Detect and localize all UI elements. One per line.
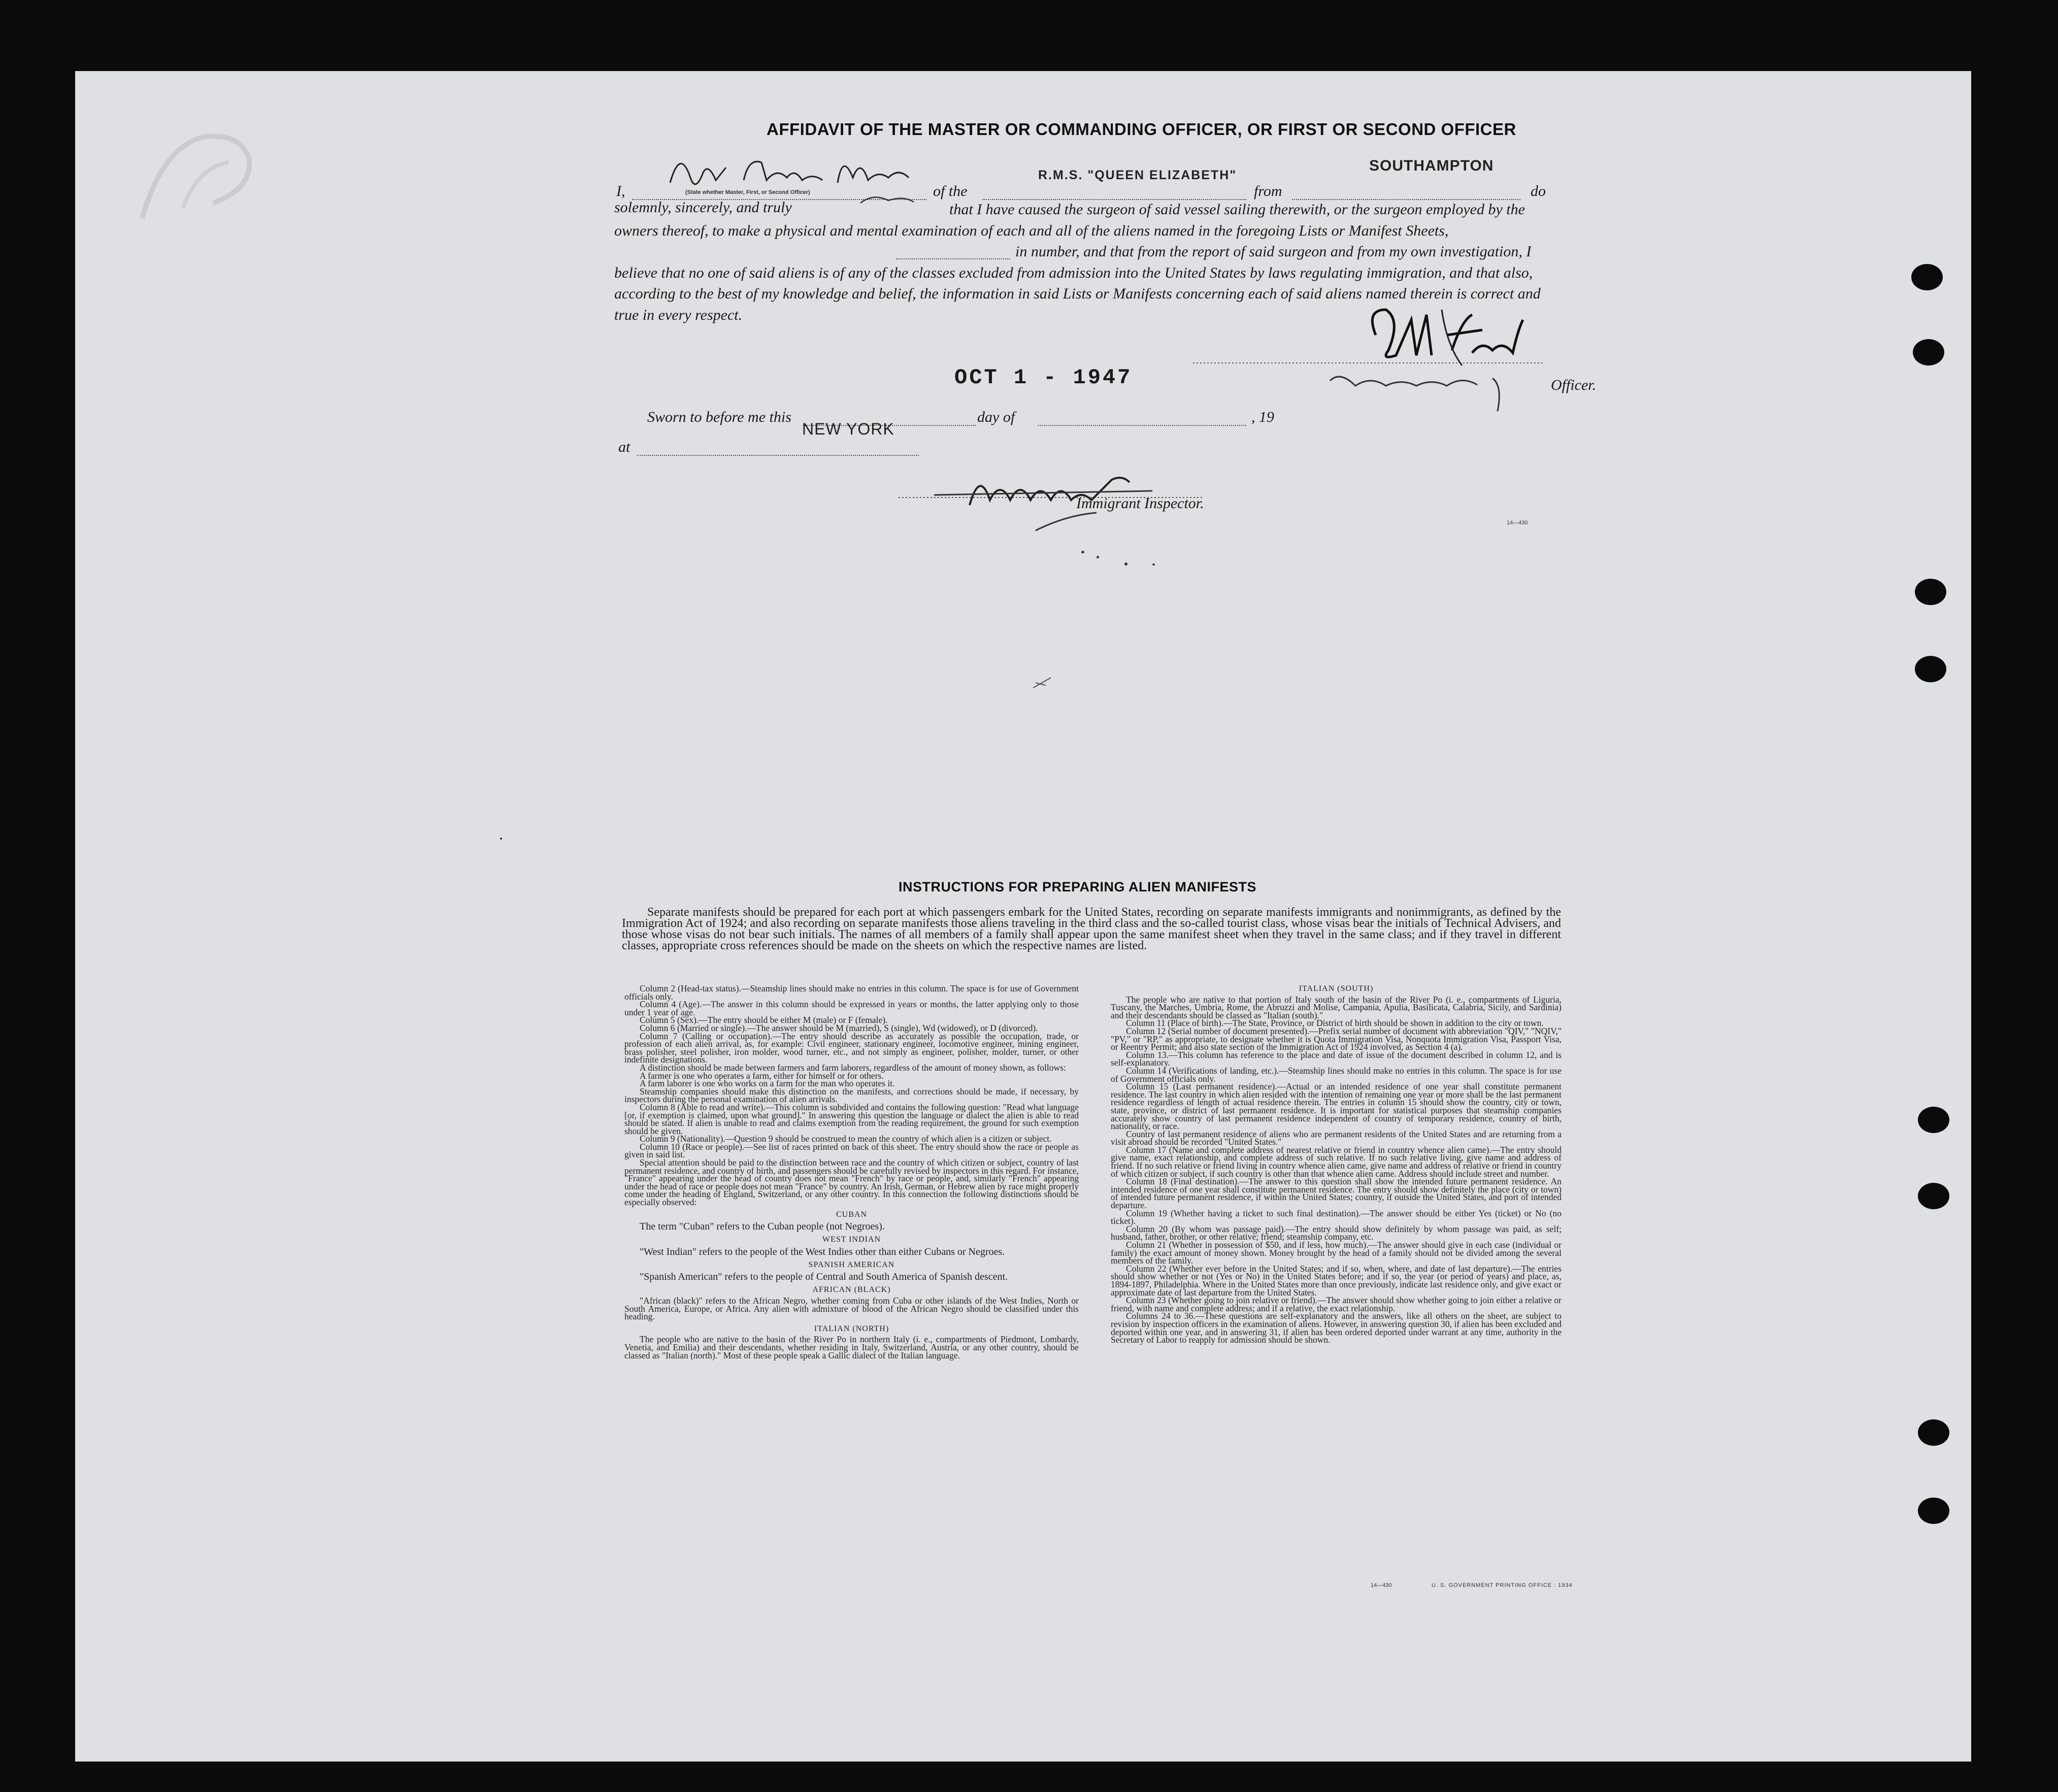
left-para: Column 8 (Able to read and write).—This column is subdivided and contains the following question: "Read what language [or, if exemption is claimed, upon what ground]." In answering this question the language or dialect the alien is able to read should be stated. If alien is unable to read and claims exemption from the reading requirement, the ground for such exemption should be given. [624,1102,1079,1136]
affidavit-do: do [1531,183,1546,200]
left-para: A distinction should be made between farmers and farm laborers, regardless of the amount of money shown, as follows: [640,1062,1066,1073]
at-label: at [618,439,630,455]
left-para: Column 7 (Calling or occupation).—The entry should describe as accurately as possible the occupation, trade, or profession of each alien arrival, as, for example: Civil engineer, stationary engineer, locomotive engineer, mining engineer, brass polisher, steel polisher, iron molder, wood turner, etc., and not simply as engineer, polisher, molder, turner, or other indefinite designations. [624,1031,1079,1065]
punch-hole [1918,1107,1949,1133]
left-para: A farm laborer is one who works on a farm for the man who operates it. [640,1078,895,1089]
right-para: Column 22 (Whether ever before in the United States; and if so, when, where, and date of last departure).—The entries should show whether or not (Yes or No) in the United States before; and if so, the year (or period of years) and place, as, 1894-1897, Philadelphia. Where in the United States more than once previously, indicate last residence only, and give exact or approximate date of last departure from the United States. [1111,1263,1562,1298]
right-para: Column 14 (Verifications of landing, etc.).—Steamship lines should make no entries in this column. The space is for use of Government officials only. [1111,1065,1562,1084]
affidavit-body-1: that I have caused the surgeon of said vessel sailing therewith, or the surgeon employed by the owners thereof, to make a physical and mental examination of each and all of the aliens named in the foregoing Lists or Manifest Sheets, [614,201,1525,239]
ghost-seal-mark [122,117,274,249]
place-fill-line [637,444,919,456]
ink-speck [1097,556,1099,558]
right-para: Column 21 (Whether in possession of $50, and if less, how much).—The answer should give in each case (individual or family) the exact amount of money shown. Money brought by the head of a family should not be divided among the several members of the family. [1111,1240,1562,1266]
punch-hole [1915,656,1946,682]
right-para: Columns 24 to 36.—These questions are self-explanatory and the answers, like all others on the sheet, are subject to revision by inspection officers in the examination of aliens. However, in answering question 30, if alien has been excluded and deported within one year, and in answering 31, if alien has been ordered deported under warrant at any time, authority in the Secretary of Labor to reapply for admission should be shown. [1111,1311,1562,1345]
affidavit-swear-phrase: solemnly, sincerely, and truly [614,199,792,216]
inspector-label: Immigrant Inspector. [1076,495,1204,512]
punch-hole [1918,1498,1949,1524]
affidavit-body-2: in number, and that from the report of said surgeon and from my own investigation, I believe that no one of said aliens is of any of the classes excluded from admission into the United States by laws regulating immigration, and that also, according to the best of my knowledge and belief, the information in said Lists or Manifests concerning each of said aliens named therein is correct and true in every respect. [614,243,1541,323]
year-prefix: , 19 [1251,409,1274,425]
west-indian-text: "West Indian" refers to the people of the West Indies other than either Cubans or Negroes. [640,1246,1005,1257]
left-para: Column 2 (Head-tax status).—Steamship lines should make no entries in this column. The space is for use of Government officials only. [624,983,1079,1002]
commander-signature [1188,289,1553,426]
affidavit-title: AFFIDAVIT OF THE MASTER OR COMMANDING OFFICER, OR FIRST OR SECOND OFFICER [767,120,1516,139]
ink-speck [1124,562,1127,566]
officer-label: Officer. [1551,377,1597,393]
right-para: Country of last permanent residence of aliens who are permanent residents of the United States and are returning from a visit abroad should be recorded "United States." [1111,1129,1562,1147]
officer-rank-note: (State whether Master, First, or Second Officer) [685,189,810,195]
italian-north-text: The people who are native to the basin of the River Po in northern Italy (i. e., compartments of Piedmont, Lombardy, Venetia, and Emilia) and their descendants, whether residing in Italy, Switzerland, Austria, or any other country, should be classed as "Italian (north)." Most of these people speak a Gallic dialect of the Italian language. [624,1334,1079,1360]
master-handwritten-name [660,127,944,218]
form-number: 14—430 [1507,520,1528,526]
left-para: Column 4 (Age).—The answer in this column should be expressed in years or months, the latter applying only to those under 1 year of age. [624,999,1079,1017]
footer-printer: U. S. GOVERNMENT PRINTING OFFICE : 1934 [1432,1582,1573,1588]
cuban-heading: CUBAN [836,1210,867,1219]
left-para: A farmer is one who operates a farm, either for himself or for others. [640,1070,884,1081]
punch-hole [1918,1419,1949,1446]
instructions-left-column [624,985,1079,1359]
west-indian-heading: WEST INDIAN [822,1235,881,1244]
punch-hole [1918,1183,1949,1209]
port-fill-line [1292,188,1520,200]
instructions-intro: Separate manifests should be prepared for each port at which passengers embark for the United States, recording on separate manifests immigrants and nonimmigrants, as defined by the Immigration Act of 1924; and also recording on separate manifests those aliens traveling in the third class and the so-called tourist class, whose visas bear the initials of Technical Advisers, and those whose visas do not bear such initials. The names of all members of a family shall appear upon the same manifest sheet when they travel in the same class; and if they travel in different classes, appropriate cross references should be made on the sheets on which the respective names are listed. [622,906,1561,952]
african-text: "African (black)" refers to the African Negro, whether coming from Cuba or other islands of the West Indies, North or South America, Europe, or Africa. Any alien with admixture of blood of the African Negro should be classified under this heading. [624,1296,1079,1322]
month-fill [1038,414,1246,426]
departure-port: SOUTHAMPTON [1369,157,1494,174]
african-heading: AFRICAN (BLACK) [812,1285,891,1295]
vessel-name: R.M.S. "QUEEN ELIZABETH" [1038,168,1237,182]
spanish-american-heading: SPANISH AMERICAN [808,1260,895,1269]
spanish-american-text: "Spanish American" refers to the people of Central and South America of Spanish descent. [640,1271,1008,1283]
ink-speck [500,838,502,840]
right-para: Column 15 (Last permanent residence).—Actual or an intended residence of one year shall constitute permanent residence. The last country in which alien resided with the intention of remaining one year or more shall be the last permanent residence regardless of length of actual residence therein. The entries in column 15 should show the country, city or town, state, province, or district of last permanent residence. It is important for statistical purposes that steamship companies accurately show country of last permanent residence independent of country of temporary residence, country of birth, nationality, or race. [1111,1081,1562,1132]
instructions-right-column [1111,985,1562,1344]
right-para: Column 18 (Final destination).—The answer to this question shall show the intended future permanent residence. An intended residence of one year shall constitute permanent residence. The entry should show definitely the place (city or town) of intended future permanent residence, if within the United States; country, if outside the United States, and port of intended departure. [1111,1176,1562,1211]
ink-speck [1152,563,1155,566]
affidavit-line1-start: I, [616,183,625,200]
right-para: Column 12 (Serial number of document presented).—Prefix serial number of document with abbreviation "QIV," "NQIV," "PV," or "RP," as appropriate, to designate whether it is Quota Immigration Visa, Nonquota Immigration Visa, Passport Visa, or Reentry Permit; and also state section of the Immigration Act of 1924 involved, as Section 4 (a). [1111,1025,1562,1052]
left-para: Special attention should be paid to the distinction between race and the country of which citizen or subject, country of last permanent residence, and country of birth, and passengers should be carefully revised by inspectors in this regard. For instance, "France" appearing under the head of country does not mean "French" by race or people, and, similarly "French" appearing under the head of race or people does not mean "France" by country. An Irish, German, or Hebrew alien by race might properly come under the heading of England, Switzerland, or any other country. In this connection the following distinctions should be especially observed: [624,1157,1079,1208]
vessel-fill-line [982,188,1246,200]
pencil-mark [1031,673,1061,693]
punch-hole [1915,579,1946,605]
right-para: Column 13.—This column has reference to the place and date of issue of the document described in column 12, and is self-explanatory. [1111,1049,1562,1068]
cuban-text: The term "Cuban" refers to the Cuban people (not Negroes). [640,1221,885,1233]
left-para: Column 10 (Race or people).—See list of races printed on back of this sheet. The entry should show the race or people as given in said list. [624,1141,1079,1160]
ink-speck [1081,551,1084,553]
right-para: Column 17 (Name and complete address of nearest relative or friend in country whence alien came).—The entry should give name, exact relationship, and complete address of such relative. If no such relative living, give name and address of friend. If no such relative or friend living in country whence alien came, give name and address of relative or friend in country of which citizen or subject, if such country is other than that whence alien came. Address should include street and number. [1111,1144,1562,1179]
left-para: Column 9 (Nationality).—Question 9 should be construed to mean the country of which alien is a citizen or subject. [640,1134,1052,1144]
italian-north-heading: ITALIAN (NORTH) [814,1324,889,1333]
place-name: NEW YORK [802,420,894,438]
instructions-title: INSTRUCTIONS FOR PREPARING ALIEN MANIFESTS [899,879,1257,894]
right-para: Column 19 (Whether having a ticket to such final destination).—The answer should be either Yes (ticket) or No (no ticket). [1111,1208,1562,1226]
left-para: Column 5 (Sex).—The entry should be either M (male) or F (female). [640,1015,888,1025]
right-para: Column 23 (Whether going to join relative or friend).—The answer should show whether going to join either a relative or friend, with name and complete address; and if a relative, the exact relationship. [1111,1295,1562,1313]
punch-hole [1913,339,1944,366]
right-para: Column 11 (Place of birth).—The State, Province, or District of birth should be shown in addition to the city or town. [1126,1018,1544,1028]
left-para: Column 6 (Married or single).—The answer should be M (married), S (single), Wd (widowed), or D (divorced). [640,1022,1038,1033]
footer-form-number: 14—430 [1371,1582,1392,1588]
right-para: The people who are native to that portion of Italy south of the basin of the River Po (i. e., compartments of Liguria, Tuscany, the Marches, Umbria, Rome, the Abruzzi and Molise, Campania, Apulia, Basilicata, Calabria, Sicily, and Sardinia) and their descendants should be classed as "Italian (south)." [1111,994,1562,1020]
affidavit-from: from [1254,183,1282,200]
right-para: Column 20 (By whom was passage paid).—The entry should show definitely by whom passage was paid, as self; husband, father, brother, or other relative; friend; steamship company, etc. [1111,1223,1562,1242]
italian-south-heading: ITALIAN (SOUTH) [1299,984,1374,993]
left-para: Steamship companies should make this distinction on the manifests, and corrections should be made, if necessary, by inspectors during the personal examination of alien arrivals. [624,1086,1079,1105]
sworn-label: Sworn to before me this [647,409,791,425]
date-stamp: OCT 1 - 1947 [954,366,1133,390]
affidavit-of-the: of the [933,183,968,200]
day-of-label: day of [977,409,1015,425]
punch-hole [1911,264,1943,290]
